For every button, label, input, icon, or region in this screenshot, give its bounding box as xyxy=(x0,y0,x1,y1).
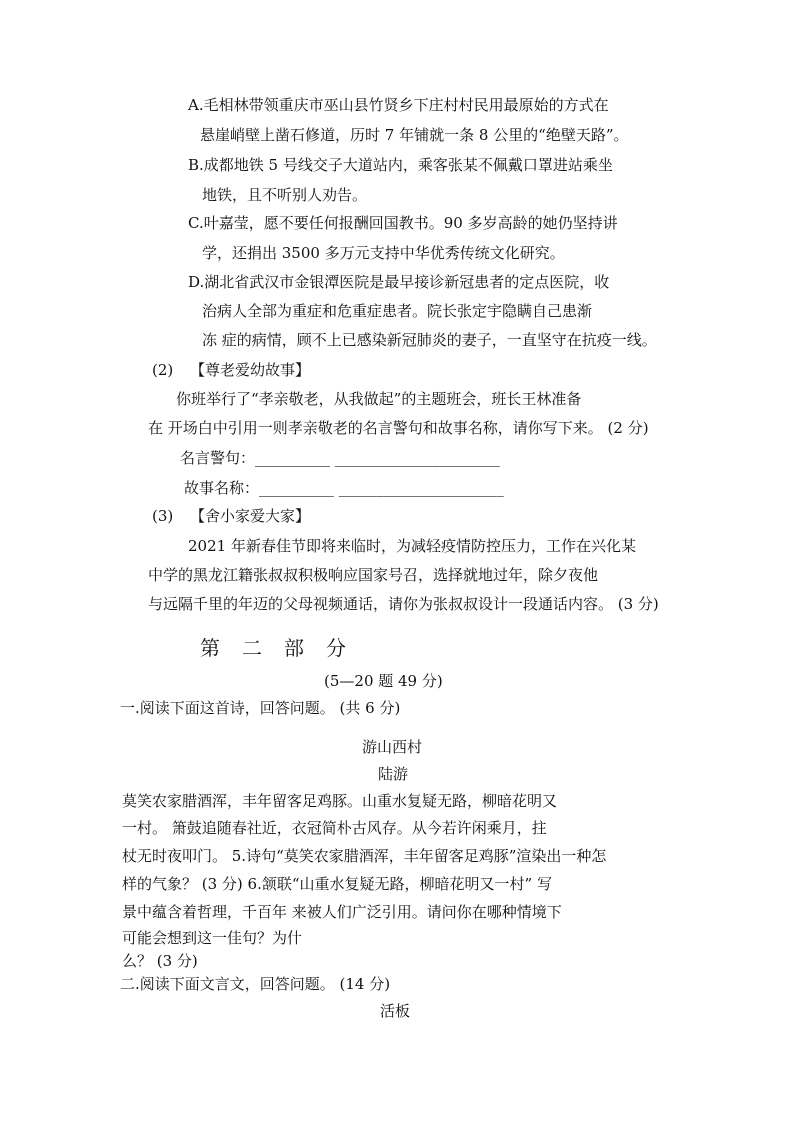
classical-text-title: 活板 xyxy=(380,1002,411,1020)
option-d-line-2: 治病人全部为重症和危重症患者。院长张定宇隐瞒自己患渐 xyxy=(202,302,593,320)
q3-heading: 【舍小家爱大家】 xyxy=(190,507,311,525)
option-a-line-1: A.毛相林带领重庆市巫山县竹贤乡下庄村村民用最原始的方式在 xyxy=(188,96,609,114)
poem-line-6: 可能会想到这一佳句？为什 xyxy=(122,929,303,947)
q2-prompt-line-2: 在 开场白中引用一则孝亲敬老的名言警句和故事名称，请你写下来。 (2 分) xyxy=(148,419,649,437)
q2-number: (2) xyxy=(152,361,174,379)
story-answer-field[interactable]: 故事名称：__________ ______________________ xyxy=(184,479,504,497)
poem-line-1: 莫笑农家腊酒浑，丰年留客足鸡豚。山重水复疑无路，柳暗花明又 xyxy=(122,792,558,810)
q2-heading: 【尊老爱幼故事】 xyxy=(190,361,311,379)
motto-answer-field[interactable]: 名言警句：__________ ______________________ xyxy=(180,449,500,467)
poem-author: 陆游 xyxy=(378,765,409,783)
q3-prompt-line-3: 与远隔千里的年迈的父母视频通话，请你为张叔叔设计一段通话内容。 (3 分) xyxy=(148,595,659,613)
option-a-line-2: 悬崖峭壁上凿石修道，历时 7 年铺就一条 8 公里的“绝壁天路”。 xyxy=(200,126,629,144)
option-b-line-2: 地铁，且不听别人劝告。 xyxy=(202,186,368,204)
poem-line-7: 么？ (3 分) xyxy=(122,952,198,970)
option-c-line-1: C.叶嘉莹，愿不要任何报酬回国教书。90 多岁高龄的她仍坚持讲 xyxy=(188,214,618,232)
q3-prompt-line-1: 2021 年新春佳节即将来临时，为减轻疫情防控压力，工作在兴化某 xyxy=(188,537,636,555)
poem-title: 游山西村 xyxy=(362,738,423,756)
poem-line-3: 杖无时夜叩门。 5.诗句“莫笑农家腊酒浑，丰年留客足鸡豚”渲染出一种怎 xyxy=(122,847,607,865)
poem-line-5: 景中蕴含着哲理，千百年 来被人们广泛引用。请问你在哪种情境下 xyxy=(122,903,562,921)
option-b-line-1: B.成都地铁 5 号线交子大道站内，乘客张某不佩戴口罩进站乘坐 xyxy=(188,156,613,174)
option-d-line-1: D.湖北省武汉市金银潭医院是最早接诊新冠患者的定点医院，收 xyxy=(188,273,610,291)
part-two-subtitle: (5—20 题 49 分) xyxy=(324,672,443,690)
option-c-line-2: 学，还捐出 3500 多万元支持中华优秀传统文化研究。 xyxy=(202,244,565,262)
q3-prompt-line-2: 中学的黑龙江籍张叔叔积极响应国家号召，选择就地过年，除夕夜他 xyxy=(148,566,599,584)
section-two-heading: 二.阅读下面文言文，回答问题。 (14 分) xyxy=(120,975,391,993)
poem-line-4: 样的气象？ (3 分) 6.颔联“山重水复疑无路，柳暗花明又一村” 写 xyxy=(122,875,552,893)
option-d-line-3: 冻 症的病情，顾不上已感染新冠肺炎的妻子，一直坚守在抗疫一线。 xyxy=(202,331,657,349)
poem-line-2: 一村。 箫鼓追随春社近，衣冠简朴古风存。从今若许闲乘月，拄 xyxy=(122,819,547,837)
section-one-heading: 一.阅读下面这首诗，回答问题。 (共 6 分) xyxy=(120,699,401,717)
part-two-title: 第 二 部 分 xyxy=(200,636,347,660)
q3-number: (3) xyxy=(152,507,174,525)
q2-prompt-line-1: 你班举行了“孝亲敬老，从我做起”的主题班会，班长王林准备 xyxy=(176,390,582,408)
